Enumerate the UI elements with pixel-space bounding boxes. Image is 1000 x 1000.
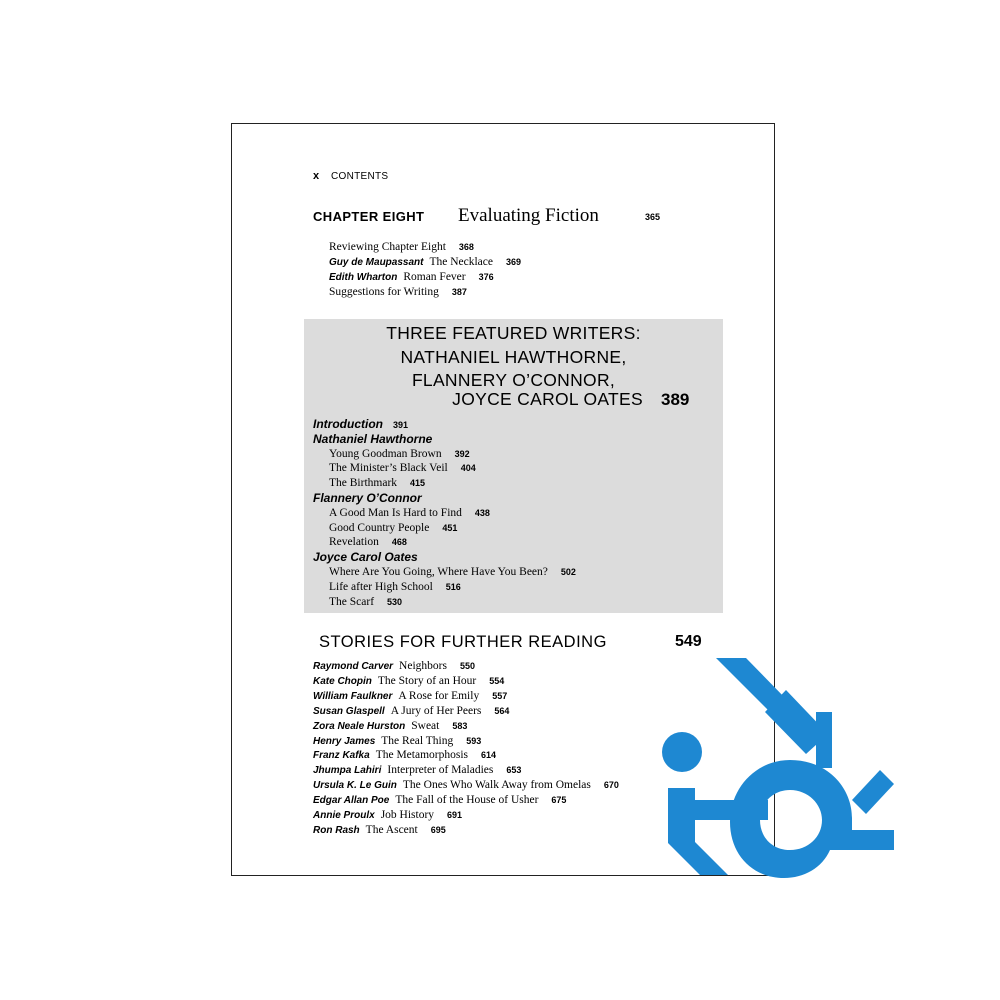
- featured-heading-line-4: JOYCE CAROL OATES: [452, 389, 643, 409]
- chapter-label: CHAPTER EIGHT: [313, 209, 425, 224]
- story-title: Revelation: [329, 536, 379, 548]
- story-title: Life after High School: [329, 581, 433, 593]
- entry-title: Suggestions for Writing: [329, 286, 439, 298]
- entry-author: Franz Kafka: [313, 750, 370, 762]
- entry-title: Roman Fever: [403, 271, 466, 283]
- section-author: Flannery O’Connor: [313, 491, 422, 505]
- story-page: 451: [442, 523, 458, 533]
- further-reading-heading: STORIES FOR FURTHER READING: [319, 633, 607, 651]
- entry-author: Ron Rash: [313, 824, 360, 836]
- list-item: [329, 242, 474, 254]
- chapter-title: Evaluating Fiction: [458, 205, 599, 226]
- entry-page: 550: [459, 661, 475, 671]
- list-item: [313, 676, 504, 688]
- featured-heading-line-3: FLANNERY O’CONNOR,: [411, 370, 616, 390]
- story-title: A Good Man Is Hard to Find: [329, 507, 462, 519]
- list-item: [329, 523, 457, 535]
- entry-page: 691: [447, 810, 463, 820]
- list-item: [329, 449, 470, 461]
- entry-title: Reviewing Chapter Eight: [329, 241, 446, 253]
- entry-title: The Fall of the House of Usher: [395, 794, 539, 807]
- entry-author: Edith Wharton: [329, 272, 398, 283]
- entry-title: Sweat: [411, 719, 440, 732]
- story-title: The Birthmark: [329, 477, 398, 489]
- list-item: [313, 706, 509, 718]
- entry-page: 564: [494, 705, 510, 716]
- list-item: [313, 825, 446, 837]
- entry-page: 387: [451, 287, 467, 297]
- list-item: [313, 691, 507, 703]
- list-item: [313, 765, 521, 777]
- story-title: Young Goodman Brown: [329, 448, 442, 460]
- entry-title: Neighbors: [399, 660, 447, 672]
- entry-author: Annie Proulx: [313, 810, 375, 821]
- entry-page: 369: [506, 257, 522, 267]
- story-title: The Minister’s Black Veil: [329, 462, 448, 474]
- story-page: 438: [474, 508, 490, 518]
- entry-author: Henry James: [313, 735, 376, 747]
- list-item: [313, 810, 462, 822]
- publisher-logo-icon: [640, 650, 896, 880]
- entry-author: Kate Chopin: [313, 675, 372, 687]
- featured-heading-line-1: THREE FEATURED WRITERS:: [386, 323, 641, 343]
- entry-title: A Rose for Emily: [398, 689, 480, 702]
- story-title: Good Country People: [329, 522, 430, 534]
- intro-label: Introduction: [313, 417, 383, 431]
- list-item: [313, 780, 619, 792]
- story-title: The Scarf: [329, 596, 375, 608]
- list-item: [313, 418, 408, 431]
- list-item: [313, 661, 475, 673]
- list-item: [313, 750, 496, 762]
- entry-title: Job History: [380, 809, 435, 821]
- section-author: Joyce Carol Oates: [313, 550, 418, 564]
- entry-author: William Faulkner: [313, 690, 393, 702]
- entry-author: Zora Neale Hurston: [313, 720, 406, 732]
- list-item: [329, 287, 467, 299]
- story-page: 516: [445, 582, 461, 592]
- entry-page: 593: [466, 735, 482, 746]
- entry-title: A Jury of Her Peers: [390, 704, 482, 717]
- entry-page: 554: [489, 675, 505, 686]
- entry-title: The Necklace: [429, 256, 493, 268]
- entry-page: 368: [458, 242, 474, 252]
- list-item: [329, 567, 576, 579]
- entry-page: 675: [551, 795, 567, 806]
- story-page: 468: [391, 537, 407, 547]
- entry-author: Susan Glaspell: [313, 705, 385, 717]
- entry-author: Raymond Carver: [313, 661, 394, 672]
- list-item: [313, 721, 467, 733]
- entry-author: Jhumpa Lahiri: [313, 765, 382, 777]
- page-number-roman: x: [313, 170, 320, 182]
- list-item: [313, 736, 481, 748]
- list-item: [329, 257, 521, 269]
- list-item: [329, 463, 476, 475]
- running-head: CONTENTS: [331, 171, 389, 182]
- list-item: [313, 795, 566, 807]
- story-page: 530: [387, 597, 403, 607]
- featured-heading-line-2: NATHANIEL HAWTHORNE,: [400, 347, 627, 367]
- story-title: Where Are You Going, Where Have You Been?: [329, 566, 548, 578]
- further-reading-page: 549: [675, 633, 702, 650]
- list-item: [329, 272, 494, 284]
- intro-page: 391: [392, 420, 409, 430]
- entry-title: The Story of an Hour: [377, 674, 477, 687]
- story-page: 392: [454, 449, 470, 459]
- entry-page: 376: [478, 272, 494, 282]
- entry-author: Guy de Maupassant: [329, 257, 424, 268]
- entry-page: 653: [506, 765, 522, 776]
- list-item: [329, 597, 402, 609]
- entry-page: 557: [492, 690, 508, 701]
- entry-title: Interpreter of Maladies: [387, 764, 494, 777]
- entry-title: The Real Thing: [381, 734, 454, 747]
- entry-author: Ursula K. Le Guin: [313, 780, 397, 792]
- featured-page: 389: [661, 390, 690, 409]
- entry-author: Edgar Allan Poe: [313, 795, 390, 807]
- list-item: [329, 508, 490, 520]
- section-author: Nathaniel Hawthorne: [313, 432, 433, 446]
- entry-title: The Metamorphosis: [375, 749, 468, 762]
- story-page: 404: [460, 463, 476, 473]
- story-page: 415: [410, 478, 426, 488]
- entry-title: The Ones Who Walk Away from Omelas: [402, 779, 591, 792]
- entry-page: 614: [481, 750, 497, 761]
- entry-page: 670: [603, 780, 619, 791]
- chapter-page: 365: [645, 212, 661, 222]
- list-item: [329, 478, 425, 490]
- list-item: [329, 537, 407, 549]
- entry-page: 695: [430, 824, 446, 835]
- entry-page: 583: [452, 720, 468, 731]
- story-page: 502: [560, 567, 576, 577]
- list-item: [329, 582, 461, 594]
- entry-title: The Ascent: [365, 823, 418, 836]
